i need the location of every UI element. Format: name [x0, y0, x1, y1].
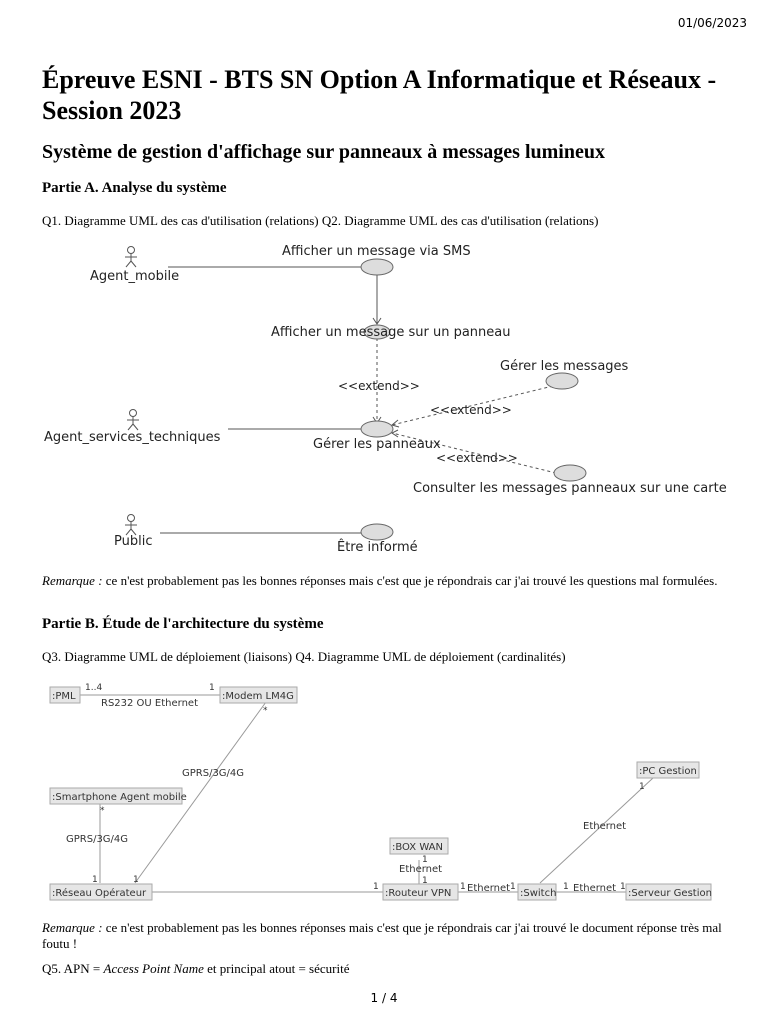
link-label-ethernet-switch-serveur: Ethernet [573, 883, 617, 894]
remark-label: Remarque : [42, 573, 103, 588]
actor-public: Public [114, 534, 153, 549]
usecase-afficher-sms: Afficher un message via SMS [282, 244, 471, 259]
link-label-gprs-smartphone: GPRS/3G/4G [66, 834, 129, 845]
mult-serveur: 1 [620, 882, 626, 892]
questions-q1-q2: Q1. Diagramme UML des cas d'utilisation (relations) Q2. Diagramme UML des cas d'utilisation (relations) [42, 213, 599, 228]
remark-part-a [42, 573, 726, 589]
link-label-ethernet-routeur-switch: Ethernet [467, 883, 511, 894]
actor-agent-services-techniques: Agent_services_techniques [44, 430, 221, 445]
mult-pc: 1 [639, 782, 645, 792]
node-serveur-gestion: :Serveur Gestion [628, 888, 712, 899]
node-box-wan: :BOX WAN [392, 842, 443, 853]
mult-box: 1 [422, 855, 428, 865]
mult-routeur-switch: 1 [460, 882, 466, 892]
actor-agent-services-techniques-figure [127, 410, 139, 431]
remark-label-b: Remarque : [42, 920, 103, 935]
actor-public-figure [125, 515, 137, 536]
usecase-ellipse-gerer-panneaux [361, 421, 393, 437]
mult-routeur-box: 1 [422, 876, 428, 886]
node-smartphone-agent-mobile: :Smartphone Agent mobile [52, 792, 187, 803]
mult-reseau-modem: 1 [133, 875, 139, 885]
header-date: 01/06/2023 [677, 16, 747, 30]
page-subtitle: Système de gestion d'affichage sur panneaux à messages lumineux [42, 141, 605, 163]
mult-switch-routeur: 1 [510, 882, 516, 892]
usecase-gerer-messages: Gérer les messages [500, 359, 629, 374]
usecase-ellipse-carte [554, 465, 586, 481]
questions-q3-q4: Q3. Diagramme UML de déploiement (liaisons) Q4. Diagramme UML de déploiement (cardinalités) [42, 649, 566, 664]
usecase-consulter-carte: Consulter les messages panneaux sur une carte [413, 481, 727, 496]
usecase-ellipse-etre-informe [361, 524, 393, 540]
link-label-ethernet-pc: Ethernet [583, 821, 627, 832]
node-reseau-operateur: :Réseau Opérateur [52, 888, 147, 899]
usecase-gerer-panneaux: Gérer les panneaux [313, 437, 441, 452]
deployment-diagram [0, 670, 768, 910]
node-pc-gestion: :PC Gestion [639, 766, 697, 777]
mult-pml: 1..4 [85, 683, 103, 693]
q5-prefix: Q5. APN = [42, 961, 104, 976]
page-title: Épreuve ESNI - BTS SN Option A Informatique et Réseaux - Session 2023 [42, 65, 717, 125]
remark-text: ce n'est probablement pas les bonnes réponses mais c'est que je répondrais car j'ai trouvé les questions mal formulées. [102, 573, 718, 588]
page-number: 1 / 4 [370, 991, 398, 1005]
link-label-rs232: RS232 OU Ethernet [101, 698, 199, 709]
q5-italic: Access Point Name [103, 961, 204, 976]
mult-routeur-reseau: 1 [373, 882, 379, 892]
actor-agent-mobile-figure [125, 247, 137, 268]
extend-label-1: <<extend>> [338, 379, 420, 393]
mult-smartphone: * [100, 806, 105, 816]
node-modem-lm4g: :Modem LM4G [222, 691, 294, 702]
node-pml: :PML [52, 691, 76, 702]
section-heading-part-b: Partie B. Étude de l'architecture du système [42, 616, 324, 632]
link-label-gprs-modem: GPRS/3G/4G [182, 768, 245, 779]
mult-switch-serveur: 1 [563, 882, 569, 892]
link-label-ethernet-box: Ethernet [399, 864, 443, 875]
usecase-ellipse-sms [361, 259, 393, 275]
mult-modem-pml: 1 [209, 683, 215, 693]
remark-part-b [42, 920, 726, 952]
usecase-afficher-panneau: Afficher un message sur un panneau [271, 325, 511, 340]
q5-answer [42, 961, 349, 977]
usecase-ellipse-gerer-messages [546, 373, 578, 389]
actor-agent-mobile: Agent_mobile [90, 269, 180, 284]
section-heading-part-a: Partie A. Analyse du système [42, 180, 227, 196]
usecase-etre-informe: Être informé [337, 540, 418, 555]
extend-label-3: <<extend>> [436, 451, 518, 465]
mult-reseau-smartphone: 1 [92, 875, 98, 885]
q5-suffix: et principal atout = sécurité [203, 961, 350, 976]
remark-text-b: ce n'est probablement pas les bonnes réponses mais c'est que je répondrais car j'ai trouvé le document réponse très mal foutu ! [42, 920, 722, 951]
extend-label-2: <<extend>> [430, 403, 512, 417]
use-case-diagram [0, 230, 768, 560]
mult-modem-reseau: * [263, 706, 268, 716]
node-routeur-vpn: :Routeur VPN [385, 888, 452, 899]
node-switch: :Switch [520, 888, 557, 899]
